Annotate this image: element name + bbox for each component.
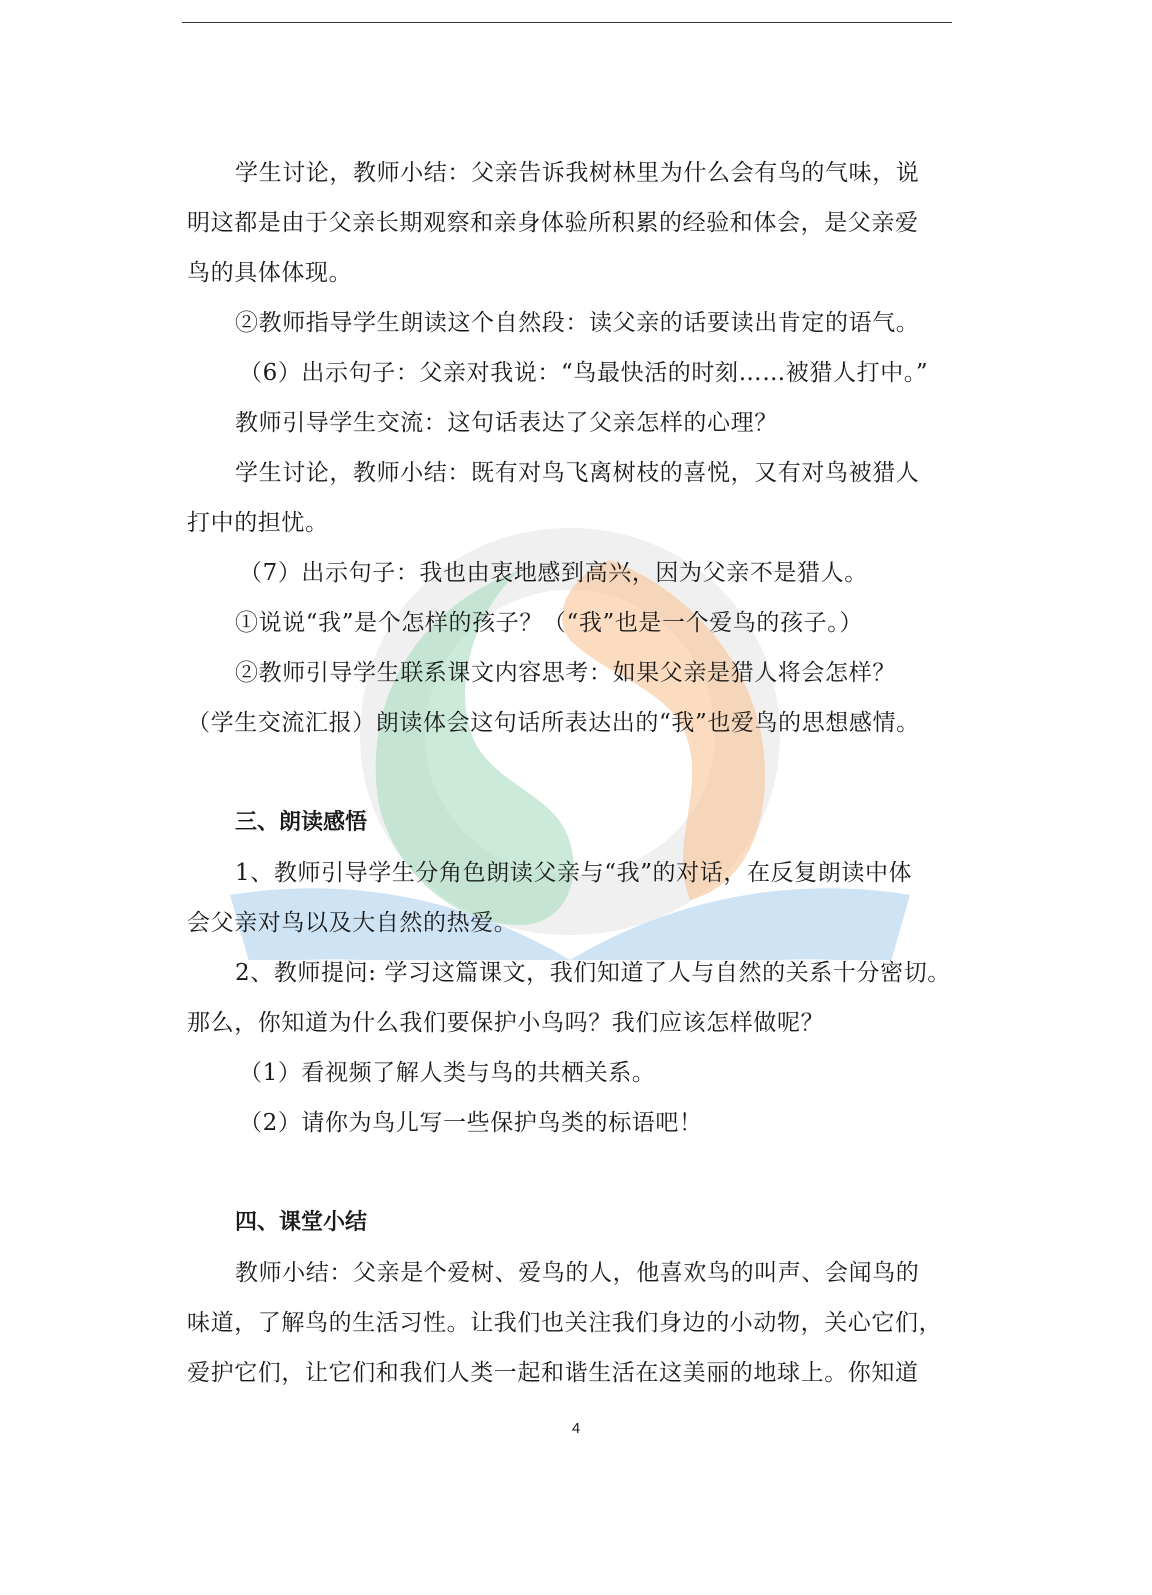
header-rule: [182, 22, 952, 23]
paragraph-line: （2）请你为鸟儿写一些保护鸟类的标语吧！: [239, 1110, 703, 1136]
paragraph-line: 打中的担忧。: [187, 510, 329, 536]
paragraph-line: 爱护它们，让它们和我们人类一起和谐生活在这美丽的地球上。你知道: [187, 1360, 919, 1386]
paragraph-line: 那么，你知道为什么我们要保护小鸟吗？我们应该怎样做呢？: [187, 1010, 825, 1036]
paragraph-line: 鸟的具体体现。: [187, 260, 353, 286]
paragraph-line: ②教师指导学生朗读这个自然段：读父亲的话要读出肯定的语气。: [235, 310, 920, 336]
paragraph-line: 会父亲对鸟以及大自然的热爱。: [187, 910, 518, 936]
paragraph-line: （7）出示句子：我也由衷地感到高兴，因为父亲不是猎人。: [239, 560, 868, 586]
section-heading: 三、朗读感悟: [235, 810, 368, 835]
paragraph-line: 教师小结：父亲是个爱树、爱鸟的人，他喜欢鸟的叫声、会闻鸟的: [235, 1260, 920, 1286]
paragraph-line: 1、教师引导学生分角色朗读父亲与“我”的对话，在反复朗读中体: [235, 860, 913, 886]
paragraph-line: 2、教师提问: 学习这篇课文，我们知道了人与自然的关系十分密切。: [235, 960, 951, 986]
paragraph-line: 学生讨论，教师小结：父亲告诉我树林里为什么会有鸟的气味，说: [235, 160, 920, 186]
paragraph-line: （1）看视频了解人类与鸟的共栖关系。: [239, 1060, 656, 1086]
document-body: [187, 148, 952, 1398]
paragraph-line: （6）出示句子：父亲对我说：“鸟最快活的时刻……被猎人打中。”: [239, 360, 929, 386]
paragraph-line: 教师引导学生交流：这句话表达了父亲怎样的心理？: [235, 410, 778, 436]
paragraph-line: 明这都是由于父亲长期观察和亲身体验所积累的经验和体会，是父亲爱: [187, 210, 919, 236]
page-number: 4: [571, 1420, 581, 1437]
paragraph-line: ①说说“我”是个怎样的孩子？（“我”也是一个爱鸟的孩子。）: [235, 610, 863, 636]
paragraph-line: 味道，了解鸟的生活习性。让我们也关注我们身边的小动物，关心它们，: [187, 1310, 943, 1336]
paragraph-line: 学生讨论，教师小结：既有对鸟飞离树枝的喜悦，又有对鸟被猎人: [235, 460, 920, 486]
paragraph-line: （学生交流汇报）朗读体会这句话所表达出的“我”也爱鸟的思想感情。: [187, 710, 920, 736]
section-heading: 四、课堂小结: [235, 1210, 368, 1235]
paragraph-line: ②教师引导学生联系课文内容思考：如果父亲是猎人将会怎样？: [235, 660, 896, 686]
